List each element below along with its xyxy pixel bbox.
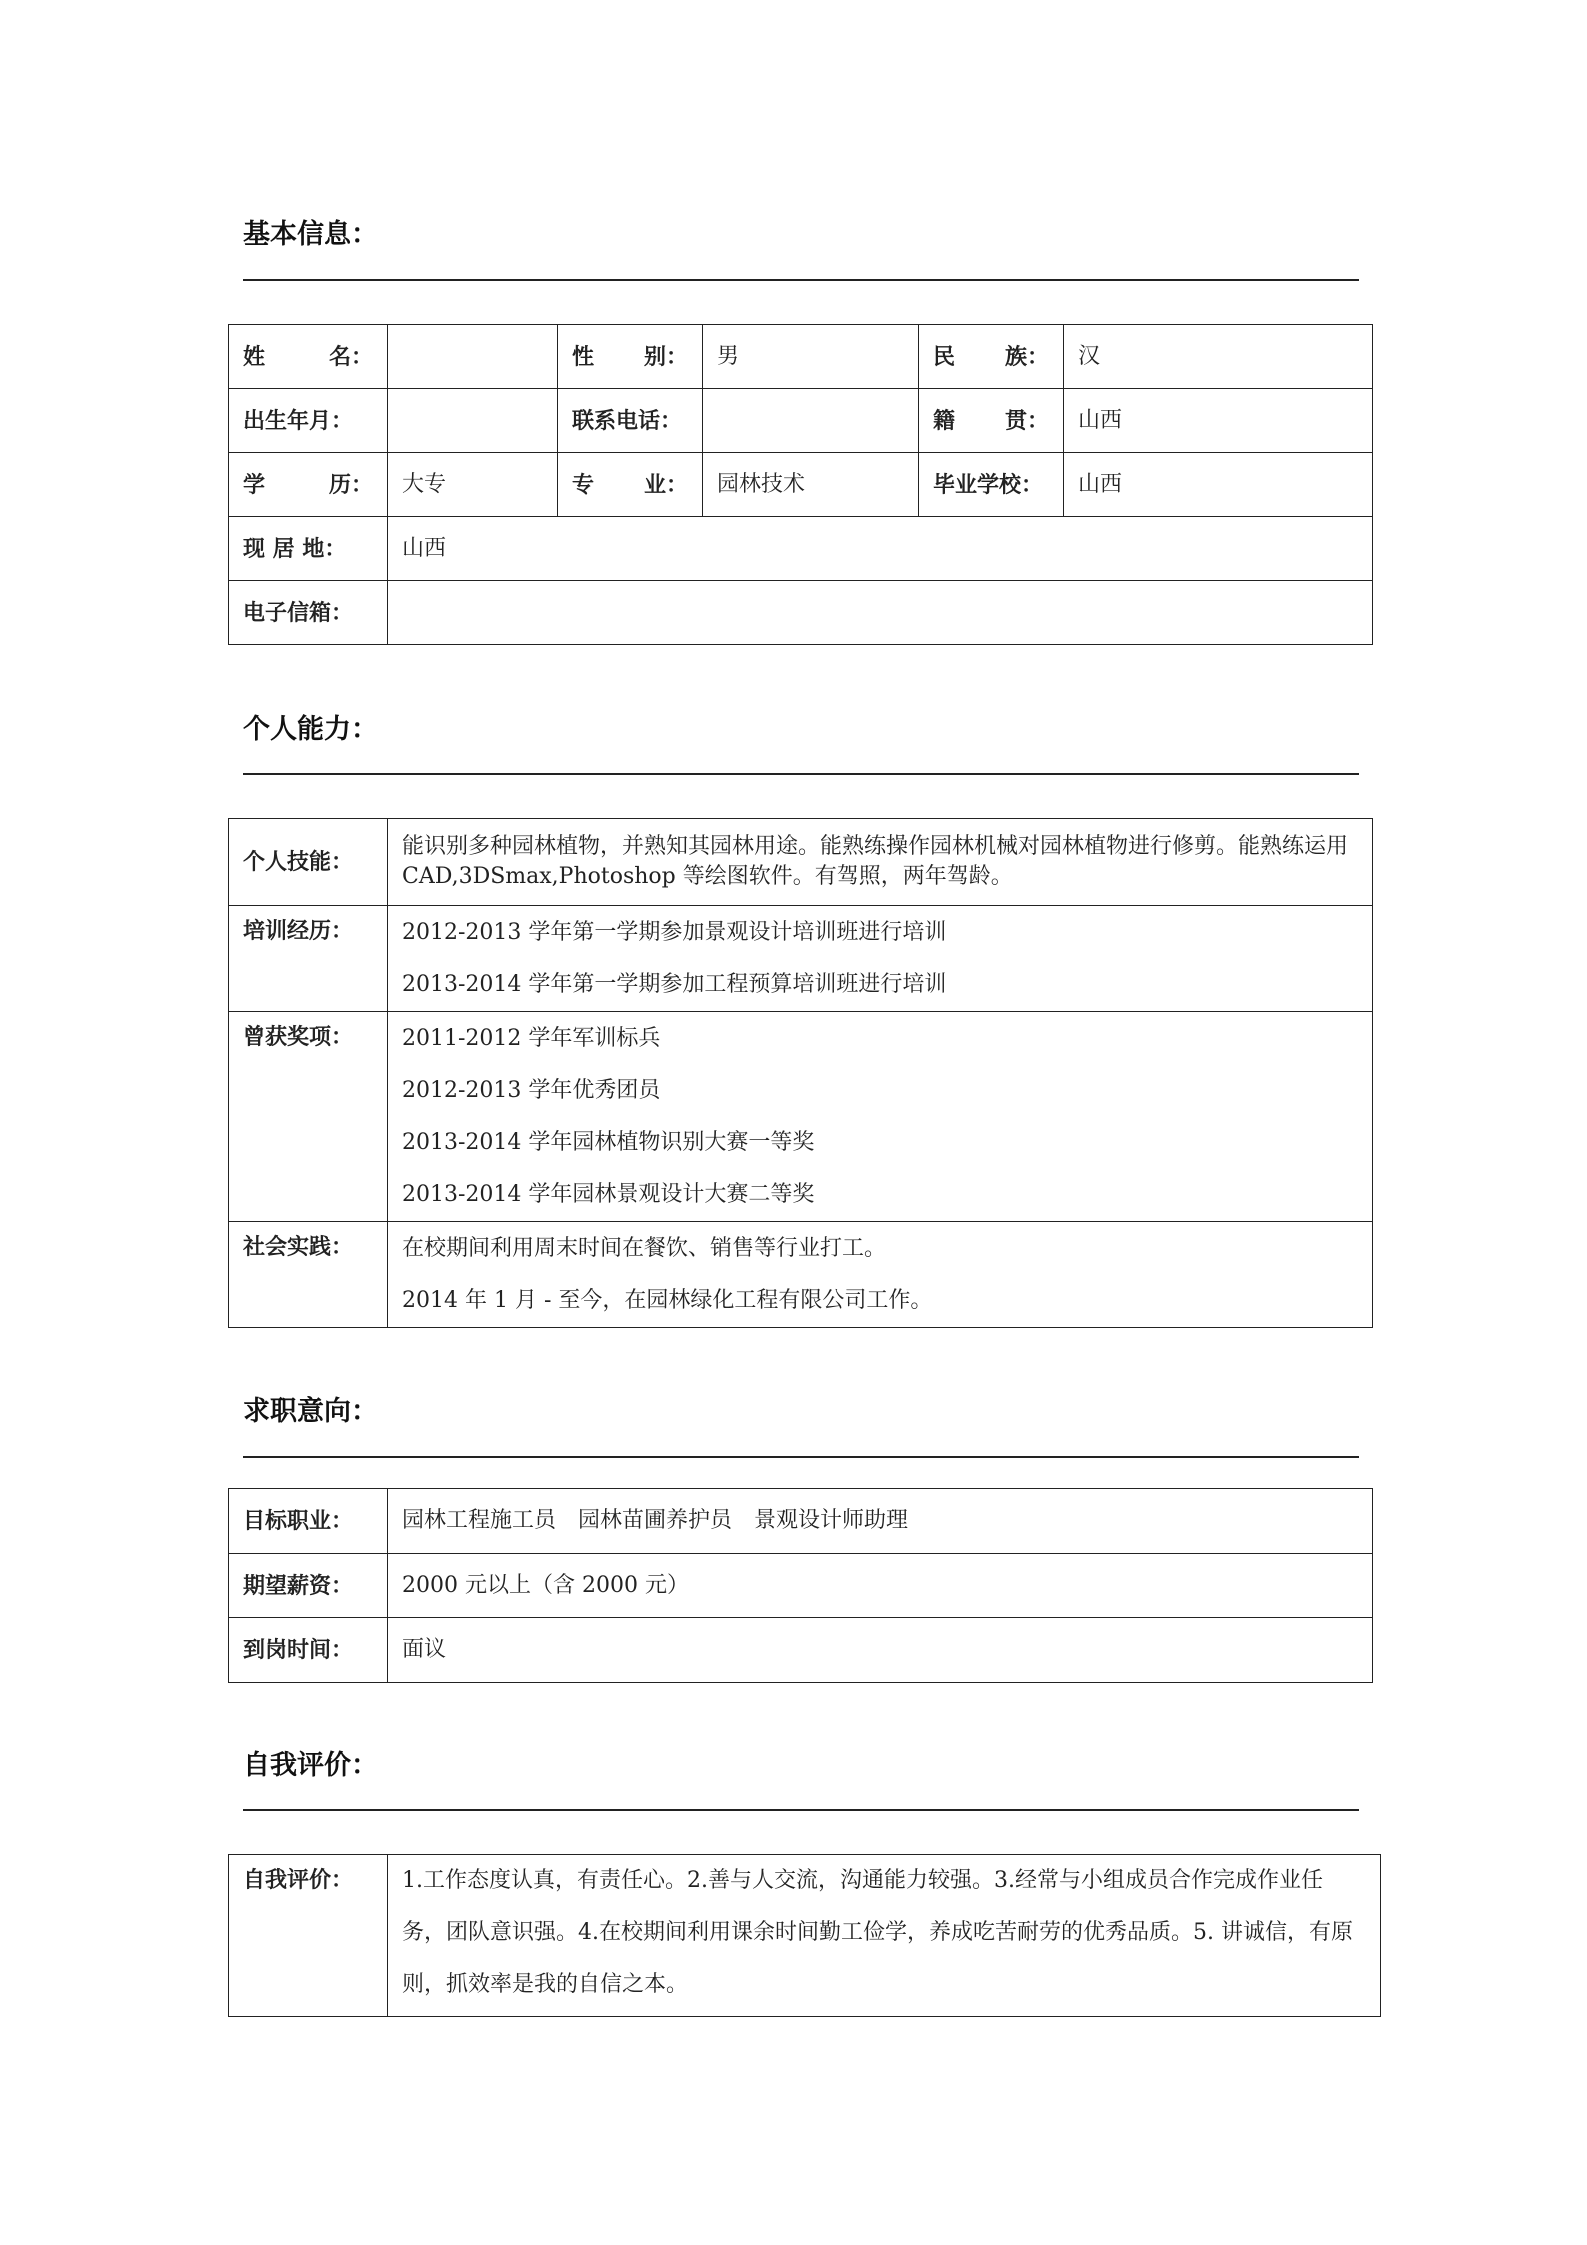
origin-value: 山西 bbox=[1064, 389, 1373, 453]
table-row bbox=[229, 389, 1373, 453]
education-label: 学 历： bbox=[229, 453, 388, 517]
list-item: 2013-2014 学年园林景观设计大赛二等奖 bbox=[402, 1181, 815, 1207]
list-item: 2013-2014 学年园林植物识别大赛一等奖 bbox=[402, 1129, 815, 1155]
basic-info-table bbox=[228, 324, 1373, 645]
start-label: 到岗时间： bbox=[229, 1618, 388, 1683]
target-label: 目标职业： bbox=[229, 1489, 388, 1554]
name-label: 姓 名： bbox=[229, 325, 388, 389]
ethnicity-label: 民 族： bbox=[919, 325, 1064, 389]
table-row bbox=[229, 1489, 1373, 1554]
origin-label: 籍 贯： bbox=[919, 389, 1064, 453]
table-row bbox=[229, 1855, 1381, 2017]
name-value bbox=[388, 325, 558, 389]
residence-value: 山西 bbox=[388, 517, 1373, 581]
self-eval-text: 1.工作态度认真，有责任心。2.善与人交流，沟通能力较强。3.经常与小组成员合作完成作业任务，团队意识强。4.在校期间利用课余时间勤工俭学，养成吃苦耐劳的优秀品质。5. 讲诚信，有原则，抓效率是我的自信之本。 bbox=[388, 1855, 1381, 2017]
major-label: 专 业： bbox=[558, 453, 703, 517]
education-value: 大专 bbox=[388, 453, 558, 517]
residence-label: 现 居 地： bbox=[229, 517, 388, 581]
start-value: 面议 bbox=[388, 1618, 1373, 1683]
basic-info-divider bbox=[243, 279, 1359, 281]
ability-table bbox=[228, 818, 1373, 1328]
table-row bbox=[229, 581, 1373, 645]
training-label: 培训经历： bbox=[229, 906, 388, 1012]
basic-info-heading: 基本信息： bbox=[243, 219, 378, 250]
self-eval-divider bbox=[243, 1809, 1359, 1811]
list-item: 2012-2013 学年第一学期参加景观设计培训班进行培训 bbox=[402, 919, 947, 945]
table-row bbox=[229, 819, 1373, 906]
ability-heading: 个人能力： bbox=[243, 714, 378, 745]
birth-label: 出生年月： bbox=[229, 389, 388, 453]
self-eval-table bbox=[228, 1854, 1381, 2017]
list-item: 在校期间利用周末时间在餐饮、销售等行业打工。 bbox=[402, 1235, 887, 1261]
school-label: 毕业学校： bbox=[919, 453, 1064, 517]
email-label: 电子信箱： bbox=[229, 581, 388, 645]
phone-value bbox=[703, 389, 919, 453]
ability-divider bbox=[243, 773, 1359, 775]
table-row bbox=[229, 1618, 1373, 1683]
table-row bbox=[229, 325, 1373, 389]
salary-label: 期望薪资： bbox=[229, 1554, 388, 1618]
list-item: 2013-2014 学年第一学期参加工程预算培训班进行培训 bbox=[402, 971, 947, 997]
list-item: 2014 年 1 月 - 至今，在园林绿化工程有限公司工作。 bbox=[402, 1287, 933, 1313]
awards-label: 曾获奖项： bbox=[229, 1012, 388, 1222]
practice-list bbox=[388, 1222, 1373, 1328]
phone-label: 联系电话： bbox=[558, 389, 703, 453]
self-eval-label: 自我评价： bbox=[229, 1855, 388, 2017]
list-item: 2011-2012 学年军训标兵 bbox=[402, 1025, 661, 1051]
self-eval-heading: 自我评价： bbox=[243, 1750, 378, 1781]
intent-heading: 求职意向： bbox=[243, 1396, 378, 1427]
birth-value bbox=[388, 389, 558, 453]
gender-label: 性 别： bbox=[558, 325, 703, 389]
table-row bbox=[229, 906, 1373, 1012]
table-row bbox=[229, 517, 1373, 581]
table-row bbox=[229, 1222, 1373, 1328]
email-value bbox=[388, 581, 1373, 645]
ethnicity-value: 汉 bbox=[1064, 325, 1373, 389]
intent-table bbox=[228, 1488, 1373, 1683]
target-value: 园林工程施工员 园林苗圃养护员 景观设计师助理 bbox=[388, 1489, 1373, 1554]
practice-label: 社会实践： bbox=[229, 1222, 388, 1328]
table-row bbox=[229, 1554, 1373, 1618]
intent-divider bbox=[243, 1456, 1359, 1458]
awards-list bbox=[388, 1012, 1373, 1222]
gender-value: 男 bbox=[703, 325, 919, 389]
salary-value: 2000 元以上（含 2000 元） bbox=[388, 1554, 1373, 1618]
table-row bbox=[229, 453, 1373, 517]
training-list bbox=[388, 906, 1373, 1012]
skills-label: 个人技能： bbox=[229, 819, 388, 906]
table-row bbox=[229, 1012, 1373, 1222]
skills-text: 能识别多种园林植物，并熟知其园林用途。能熟练操作园林机械对园林植物进行修剪。能熟练运用 CAD,3DSmax,Photoshop 等绘图软件。有驾照，两年驾龄。 bbox=[388, 819, 1373, 906]
list-item: 2012-2013 学年优秀团员 bbox=[402, 1077, 661, 1103]
major-value: 园林技术 bbox=[703, 453, 919, 517]
school-value: 山西 bbox=[1064, 453, 1373, 517]
